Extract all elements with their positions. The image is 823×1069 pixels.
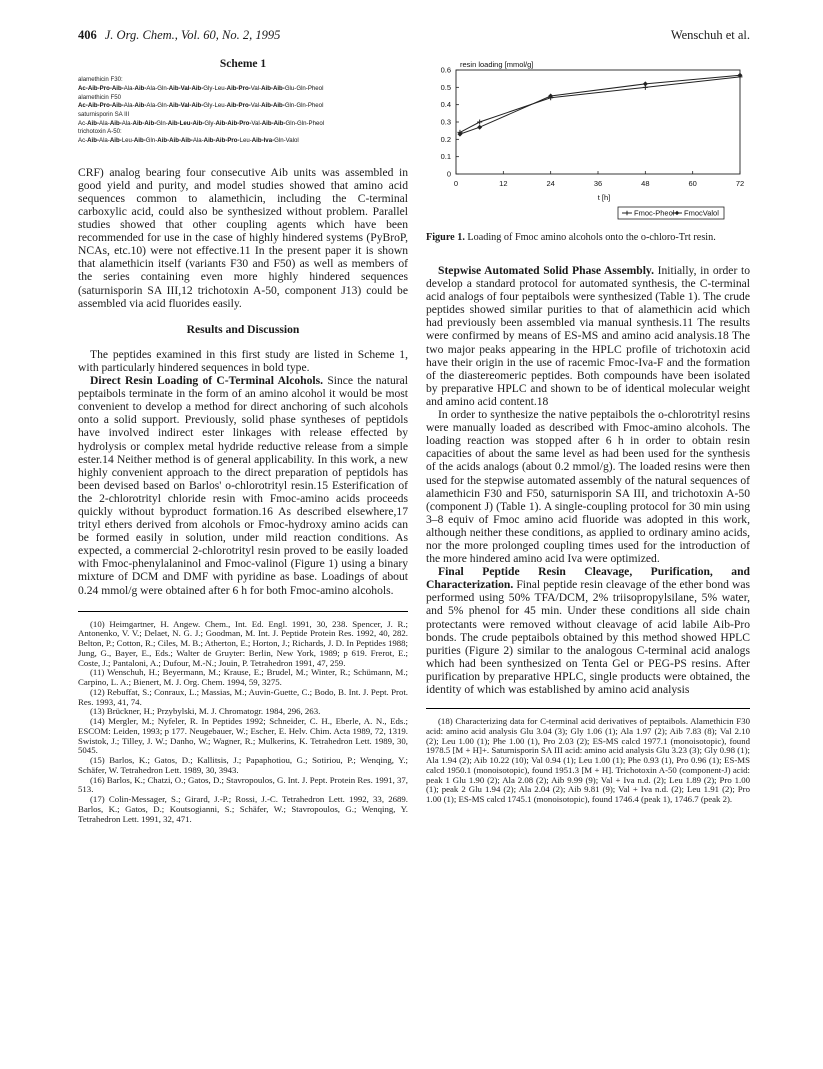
peptide-sequence: Ac-Aib-Ala-Aib-Ala-Aib-Aib-Gln-Aib-Leu-Aib-Gly-Aib-Aib-Pro-Val-Aib-Aib-Gln-Gln-Pheol <box>78 119 325 127</box>
footnote-18: (18) Characterizing data for C-terminal acid derivatives of peptaibols. Alamethicin F30 acid: amino acid analysis Glu 3.04 (3); Gly 1.06 (1); Ala 1.97 (2); Aib 7.83 (8); Val 2.10 (2); Leu 1.00 (1); Phe 1.00 (1), Pro 2.03 (2); ES-MS calcd 1977.1 (monoisotopic), found 1978.5 [M + H]+. Saturnisporin SA III acid: amino acid analysis Glu 3.23 (3); Gly 0.98 (1); Ala 1.94 (2); Aib 10.22 (10); Val 0.94 (1); Leu 1.00 (1); Phe 0.93 (1), Pro 0.96 (1); ES-MS calcd 1950.1 (monoisotopic), found 1951.3 [M + H]. Trichotoxin A-50 (component-J) acid: peak 1 Glu 1.90 (2); Ala 2.08 (2); Aib 9.99 (9); Val + Iva n.d. (2); Leu 1.89 (2); Pro 1.00 (1); peak 2 Glu 1.94 (2); Ala 2.04 (2); Aib 9.81 (9); Val + Iva n.d. (2); Leu 1.91 (2); Pro 1.00 (1); ES-MS calcd 1745.1 (monoisotopic), found 1746.4 (peak 1), 1746.7 (peak 2). <box>426 716 750 805</box>
y-tick-label: 0 <box>446 169 451 179</box>
automated-assembly-paragraph <box>426 264 750 408</box>
native-peptaibols-paragraph: In order to synthesize the native peptaibols the o-chlorotrityl resins were manually loaded as described with Fmoc-amino alcohols. The loading reaction was stopped after 6 h in order to obtain resin capacities of about the same level as had been used for the synthesis of the acids analogs (about 0.2 mmol/g). The loaded resins were then used for the stepwise automated assembly of the natural sequences of alamethicin F30 and F50, saturnisporin SA III, and trichotoxin A-50 (component J) (Table 1). A single-coupling protocol for 30 min using 3–8 equiv of Fmoc amino acid fluoride was adopted in this work, although neither these conditions, as applied to ordinary amino acids, nor the more prolonged coupling times used for the introduction of the more hindered amino acid Iva were optimized. <box>426 408 750 566</box>
figure-1-chart <box>426 58 750 228</box>
runin-heading: Direct Resin Loading of C-Terminal Alcohols. <box>90 374 324 388</box>
peptide-sequence: Ac-Aib-Pro-Aib-Ala-Aib-Ala-Gln-Aib-Val-Aib-Gly-Leu-Aib-Pro-Val-Aib-Aib-Gln-Gln-Pheol <box>78 102 324 110</box>
footnote: (11) Wenschuh, H.; Beyermann, M.; Krause, E.; Brudel, M.; Winter, R.; Schümann, M.; Carpino, L. A.; Bienert, M. J. Org. Chem. 1994, 59, 3275. <box>78 667 408 688</box>
y-axis-label: resin loading [mmol/g] <box>460 60 534 69</box>
footnote: (13) Brückner, H.; Przybylski, M. J. Chromatogr. 1984, 296, 263. <box>90 706 321 717</box>
footnote: (14) Mergler, M.; Nyfeler, R. In Peptides 1992; Schneider, C. H., Eberle, A. N., Eds.; ESCOM: Leiden, 1993; p 177. Neugebauer, W.; Escher, E. Helv. Chim. Acta 1989, 72, 1319. Swistok, J.; Tilley, J. W.; Danho, W.; Wagner, R.; Mulkerins, K. Tetrahedron Lett. 1989, 30, 5045. <box>78 716 408 756</box>
peptide-name: alamethicin F50 <box>78 93 122 101</box>
x-tick-label: 12 <box>499 179 508 188</box>
peptide-sequence: Ac-Aib-Ala-Aib-Leu-Aib-Gln-Aib-Aib-Aib-Ala-Aib-Aib-Pro-Leu-Aib-Iva-Gln-Valol <box>78 137 299 145</box>
paragraph-body: Initially, in order to develop a standard protocol for automated synthesis, the C-terminal acid analogs of four peptaibols were synthesized (Table 1). The crude peptides showed similar purities to that of alamethicin acid which had previously been assembled via manual synthesis.11 The results were confirmed by means of ES-MS and amino acid analysis.18 The two major peaks appearing in the HPLC profile of trichotoxin acid have their origin in the use of racemic Fmoc-Iva-F and the formation of the diastereomeric peptides. Both compounds have been isolated by preparative HPLC and shown to be of identical molecular weight and amino acid content.18 <box>426 264 750 408</box>
peptide-name: trichotoxin A-50: <box>78 128 122 136</box>
footnotes-left <box>78 611 408 825</box>
runin-heading: Stepwise Automated Solid Phase Assembly. <box>438 264 654 277</box>
legend-label: Fmoc-Pheol <box>634 208 675 218</box>
x-tick-label: 36 <box>593 179 603 188</box>
y-tick-label: 0.1 <box>440 152 451 162</box>
running-header <box>78 28 750 46</box>
data-point-pheol <box>477 120 482 125</box>
footnote: (10) Heimgartner, H. Angew. Chem., Int. Ed. Engl. 1991, 30, 238. Spencer, J. R.; Antonenko, V. V.; Delaet, N. G. J.; Goodman, M. Int. J. Peptide Protein Res. 1992, 40, 282. Belton, P.; Cotton, R.; Ciles, M. B.; Atherton, E.; Horton, J.; Richards, J. D. In Peptides 1988; Jung, G., Bayer, E., Eds.; Walter de Gruyter: Berlin, New York, 1989; p 619. Frerot, E.; Coste, J.; Pantaloni, A.; Dufour, M.-N.; Jouin, P. Tetrahedron 1991, 47, 259. <box>78 618 408 668</box>
figure-caption <box>426 232 750 244</box>
scheme-sequences <box>78 76 408 146</box>
plot-frame <box>456 70 740 174</box>
scheme-title: Scheme 1 <box>219 58 267 70</box>
footnotes-right <box>426 708 750 805</box>
runin-heading: Final Peptide Resin Cleavage, Purification, and Characterization. <box>426 565 750 592</box>
paragraph-body: Final peptide resin cleavage of the ether bond was performed using 50% TFA/DCM, 2% triisopropylsilane, 5% water, and 5% phenol for 45 min. Under these conditions all side chain protectants were removed without cleavage of acid labile Aib-Pro bonds. The crude peptaibols obtained by this method showed HPLC purities (Figure 2) similar to the analogous C-terminal acid analogs which had been synthesized on Tenta Gel or PEG-PS resins. After purification by preparative HPLC, single products were obtained, the identity of which was established by amino acid analysis <box>426 578 750 696</box>
resin-loading-paragraph <box>78 374 408 597</box>
footnote: (15) Barlos, K.; Gatos, D.; Kallitsis, J.; Papaphotiou, G.; Sotiriou, P.; Wenqing, Y.; Schäfer, W. Tetrahedron Lett. 1989, 30, 3943. <box>78 755 408 775</box>
peptide-name: saturnisporin SA III <box>78 110 130 118</box>
footnote: (17) Colin-Messager, S.; Girard, J.-P.; Rossi, J.-C. Tetrahedron Lett. 1992, 33, 2689. Barlos, K.; Gatos, D.; Koutsogianni, S.; Schäfer, W.; Stavropoulos, G.; Wenqing, Y. Tetrahedron Lett. 1991, 32, 471. <box>78 794 408 824</box>
paragraph-body: Since the natural peptaibols terminate in the form of an amino alcohol it would be most convenient to develop a method for direct anchoring of such alcohols onto a solid support. Previously, solid phase syntheses of peptidols have involved indirect ester linkages with release effected by hydrolysis or complex metal hydride reductive release from a simple ester.14 Neither method is of general applicability. In this work, a new highly convenient approach to the direct preparation of peptidols has been devised based on Barlos' o-chlorotrityl resin.15 Esterification of the 2-chlorotrityl chloride resin with Fmoc-amino acids proceeds quickly without byproduct formation.16 As described elsewhere,17 trityl ethers derived from alcohols or Fmoc-hydroxy amino acids can be formed easily in solution, under mild reaction conditions. As expected, a commercial 2-chlorotrityl resin proved to be easily loaded with Fmoc-phenylalaninol and Fmoc-valinol (Figure 1) using a binary mixture of DCM and DMF with pyridine as base. Loadings of about 0.24 mmol/g were obtained after 6 h for both Fmoc-amino alcohols. <box>78 374 408 597</box>
series-line-fmocvalol <box>460 75 740 134</box>
x-tick-label: 24 <box>546 179 555 188</box>
intro-paragraph: CRF) analog bearing four consecutive Aib units was assembled in good yield and purity, and model studies showed that amino acid sequences common to alamethicin, including the C-terminal carboxylic acid, could also be synthesized without problem. Parallel studies showed that other coupling agents which have been recommended for use in the case of highly hindered systems (PyBroP, NCAs, etc.10) were not effective.11 In the present paper it is shown that alamethicin itself (variants F30 and F50) as well as members of the series containing even more highly hindered sequences (saturnisporin SA III,12 trichotoxin A-50, component J13) could be assembled via acid fluorides easily. <box>78 165 408 310</box>
journal-citation <box>78 28 280 43</box>
x-tick-label: 48 <box>641 179 650 188</box>
y-tick-label: 0.6 <box>440 65 451 75</box>
x-tick-label: 0 <box>453 179 459 188</box>
footnote: (12) Rebuffat, S.; Conraux, L.; Massias, M.; Auvin-Guette, C.; Bodo, B. Int. J. Pept. Prot. Res. 1993, 41, 74. <box>78 686 408 707</box>
section-heading: Results and Discussion <box>186 322 300 336</box>
x-axis-label: t [h] <box>597 193 611 202</box>
y-tick-label: 0.2 <box>440 134 451 144</box>
right-column <box>426 58 750 805</box>
x-tick-label: 60 <box>688 179 697 188</box>
footnote: (16) Barlos, K.; Chatzi, O.; Gatos, D.; Stavropoulos, G. Int. J. Pept. Protein Res. 1991, 37, 513. <box>78 774 408 795</box>
y-tick-label: 0.4 <box>440 100 451 110</box>
author-running-title: Wenschuh et al. <box>670 28 750 42</box>
loading-chart <box>426 58 750 228</box>
legend-label: FmocValol <box>684 208 719 218</box>
peptide-sequence: Ac-Aib-Pro-Aib-Ala-Aib-Ala-Gln-Aib-Val-Aib-Gly-Leu-Aib-Pro-Val-Aib-Aib-Glu-Gln-Pheol <box>78 84 324 92</box>
y-tick-label: 0.5 <box>440 82 451 92</box>
results-paragraph: The peptides examined in this first study are listed in Scheme 1, with particularly hindered sequences in bold type. <box>78 347 408 374</box>
peptide-name: alamethicin F30: <box>78 76 123 84</box>
caption-label: Figure 1. <box>426 232 465 243</box>
caption-text: Loading of Fmoc amino alcohols onto the o-chloro-Trt resin. <box>467 232 716 243</box>
page-number: 406 <box>78 28 97 42</box>
data-point-valol <box>643 81 648 86</box>
data-point-valol <box>477 125 482 130</box>
journal-name: J. Org. Chem., Vol. 60, No. 2, 1995 <box>104 28 281 42</box>
y-tick-label: 0.3 <box>440 117 451 127</box>
series-line-fmocpheol <box>460 77 740 132</box>
cleavage-paragraph <box>426 565 750 696</box>
x-tick-label: 72 <box>735 179 745 188</box>
left-column <box>78 58 408 824</box>
